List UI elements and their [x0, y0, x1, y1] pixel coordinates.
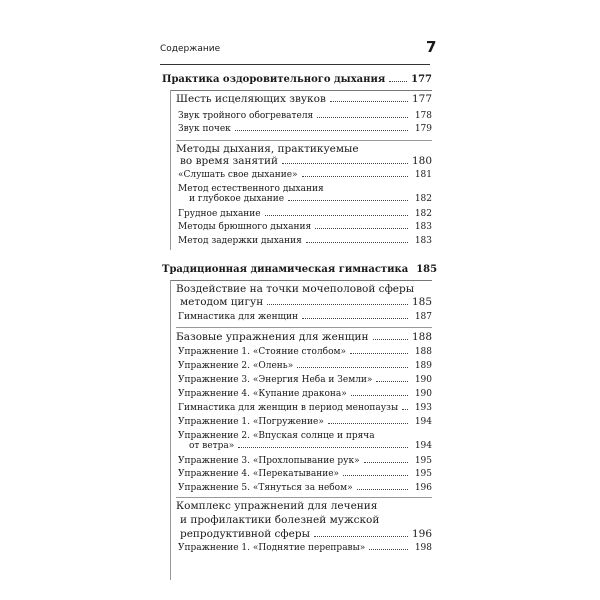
- running-header-title: Содержание: [160, 44, 221, 54]
- leader-dots: [302, 317, 408, 319]
- toc-entry-title: Традиционная динамическая гимнастика: [162, 264, 409, 275]
- toc-entry-section[interactable]: [162, 74, 432, 85]
- toc-entry-title: Грудное дыхание: [178, 209, 261, 219]
- toc-entry-title: Практика оздоровительного дыхания: [162, 74, 386, 85]
- toc-entry-page: 182: [414, 194, 432, 204]
- toc-entry-page: 188: [411, 331, 432, 343]
- toc-entry-title: Упражнение 4. «Купание дракона»: [178, 389, 347, 399]
- toc-entry[interactable]: [178, 469, 432, 479]
- toc-entry-page: 189: [414, 361, 432, 371]
- toc-entry[interactable]: [178, 312, 432, 322]
- toc-entry-title: во время занятий: [180, 155, 278, 167]
- leader-dots: [314, 535, 408, 537]
- leader-dots: [373, 338, 408, 340]
- toc-entry[interactable]: [178, 417, 432, 427]
- toc-entry-title: Упражнение 1. «Стояние столбом»: [178, 347, 347, 357]
- leader-dots: [343, 474, 408, 476]
- leader-dots: [330, 100, 408, 102]
- toc-entry-page: 187: [414, 312, 432, 322]
- toc-entry-title: Метод задержки дыхания: [178, 236, 302, 246]
- toc-entry-page: 196: [411, 528, 432, 540]
- leader-dots: [350, 352, 408, 354]
- toc-entry[interactable]: [178, 389, 432, 399]
- toc-entry-title: от ветра»: [189, 441, 235, 451]
- toc-entry-title: Методы брюшного дыхания: [178, 222, 312, 232]
- leader-dots: [238, 446, 408, 448]
- toc-entry-page: 195: [414, 456, 432, 466]
- toc-entry-page: 179: [414, 124, 432, 134]
- leader-dots: [369, 548, 408, 550]
- toc-entry-page: 183: [414, 236, 432, 246]
- toc-entry-page: 194: [414, 417, 432, 427]
- toc-entry-page: 193: [414, 403, 432, 413]
- toc-entry-title: Упражнение 5. «Тянуться за небом»: [178, 483, 353, 493]
- toc-entry-line: Упражнение 2. «Впуская солнце и пряча: [178, 431, 375, 441]
- section-vertical-line: [170, 280, 171, 580]
- toc-entry-title: Гимнастика для женщин в период менопаузы: [178, 403, 399, 413]
- leader-dots: [265, 214, 408, 216]
- toc-entry[interactable]: [176, 331, 432, 343]
- section-vertical-line: [170, 90, 171, 250]
- toc-entry-title: «Слушать свое дыхание»: [178, 170, 298, 180]
- toc-entry[interactable]: [178, 347, 432, 357]
- leader-dots: [302, 175, 408, 177]
- toc-entry-title: Упражнение 3. «Прохлопывание рук»: [178, 456, 360, 466]
- toc-entry-title: Звук почек: [178, 124, 231, 134]
- toc-entry[interactable]: [178, 403, 432, 413]
- leader-dots: [389, 80, 407, 82]
- toc-entry-title: Шесть исцеляющих звуков: [176, 93, 326, 105]
- toc-entry-page: 185: [411, 296, 432, 308]
- toc-entry-title: Гимнастика для женщин: [178, 312, 298, 322]
- toc-entry-page: 177: [411, 93, 432, 105]
- toc-entry-line: и профилактики болезней мужской: [180, 514, 380, 526]
- toc-entry-title: Базовые упражнения для женщин: [176, 331, 369, 343]
- toc-entry[interactable]: [178, 124, 432, 134]
- leader-dots: [315, 227, 408, 229]
- toc-entry[interactable]: [178, 170, 432, 180]
- leader-dots: [376, 380, 408, 382]
- toc-entry-page: 194: [414, 441, 432, 451]
- toc-entry-title: Упражнение 4. «Перекатывание»: [178, 469, 340, 479]
- leader-dots: [402, 408, 408, 410]
- leader-dots: [282, 162, 408, 164]
- toc-entry-page: 182: [414, 209, 432, 219]
- toc-entry-page: 195: [414, 469, 432, 479]
- toc-entry-title: Упражнение 3. «Энергия Неба и Земли»: [178, 375, 373, 385]
- leader-dots: [267, 303, 408, 305]
- toc-entry-line: Комплекс упражнений для лечения: [176, 500, 378, 512]
- toc-entry[interactable]: [189, 441, 432, 451]
- leader-dots: [306, 241, 408, 243]
- toc-entry[interactable]: [178, 111, 432, 121]
- leader-dots: [364, 461, 408, 463]
- leader-dots: [317, 116, 408, 118]
- toc-entry-title: Звук тройного обогревателя: [178, 111, 314, 121]
- toc-entry[interactable]: [178, 456, 432, 466]
- subsection-divider: [176, 140, 432, 141]
- toc-entry[interactable]: [178, 375, 432, 385]
- toc-entry[interactable]: [180, 296, 432, 308]
- toc-entry[interactable]: [189, 194, 432, 204]
- leader-dots: [328, 422, 408, 424]
- toc-entry-line: Методы дыхания, практикуемые: [176, 143, 359, 155]
- toc-entry-page: 190: [414, 389, 432, 399]
- toc-entry-line: Воздействие на точки мочеполовой сферы: [176, 283, 415, 295]
- toc-entry[interactable]: [178, 209, 432, 219]
- toc-entry-section[interactable]: [162, 264, 438, 275]
- toc-entry-page: 190: [414, 375, 432, 385]
- toc-entry-title: Упражнение 1. «Поднятие переправы»: [178, 543, 366, 553]
- toc-entry[interactable]: [178, 236, 432, 246]
- toc-entry-page: 185: [416, 264, 438, 275]
- toc-entry[interactable]: [178, 483, 432, 493]
- toc-entry[interactable]: [178, 222, 432, 232]
- leader-dots: [235, 129, 408, 131]
- header-rule: [160, 64, 430, 65]
- toc-entry-line: Метод естественного дыхания: [178, 184, 324, 194]
- toc-entry-page: 181: [414, 170, 432, 180]
- toc-entry[interactable]: [178, 361, 432, 371]
- page-number: 7: [426, 38, 437, 56]
- toc-entry[interactable]: [180, 528, 432, 540]
- toc-entry[interactable]: [178, 543, 432, 553]
- toc-entry[interactable]: [180, 155, 432, 167]
- toc-entry-title: репродуктивной сферы: [180, 528, 310, 540]
- toc-entry-page: 183: [414, 222, 432, 232]
- toc-entry-page: 198: [414, 543, 432, 553]
- toc-entry-page: 180: [411, 155, 432, 167]
- leader-dots: [351, 394, 408, 396]
- leader-dots: [357, 488, 408, 490]
- toc-entry-title: методом цигун: [180, 296, 264, 308]
- section-divider: [170, 280, 432, 281]
- subsection-divider: [176, 497, 432, 498]
- subsection-divider: [176, 327, 432, 328]
- toc-entry[interactable]: [176, 93, 432, 105]
- toc-entry-page: 178: [414, 111, 432, 121]
- leader-dots: [288, 199, 408, 201]
- toc-entry-title: Упражнение 1. «Погружение»: [178, 417, 324, 427]
- leader-dots: [297, 366, 408, 368]
- toc-entry-title: и глубокое дыхание: [189, 194, 285, 204]
- toc-entry-title: Упражнение 2. «Олень»: [178, 361, 294, 371]
- section-divider: [170, 90, 432, 91]
- toc-entry-page: 196: [414, 483, 432, 493]
- toc-entry-page: 188: [414, 347, 432, 357]
- toc-entry-page: 177: [411, 74, 432, 85]
